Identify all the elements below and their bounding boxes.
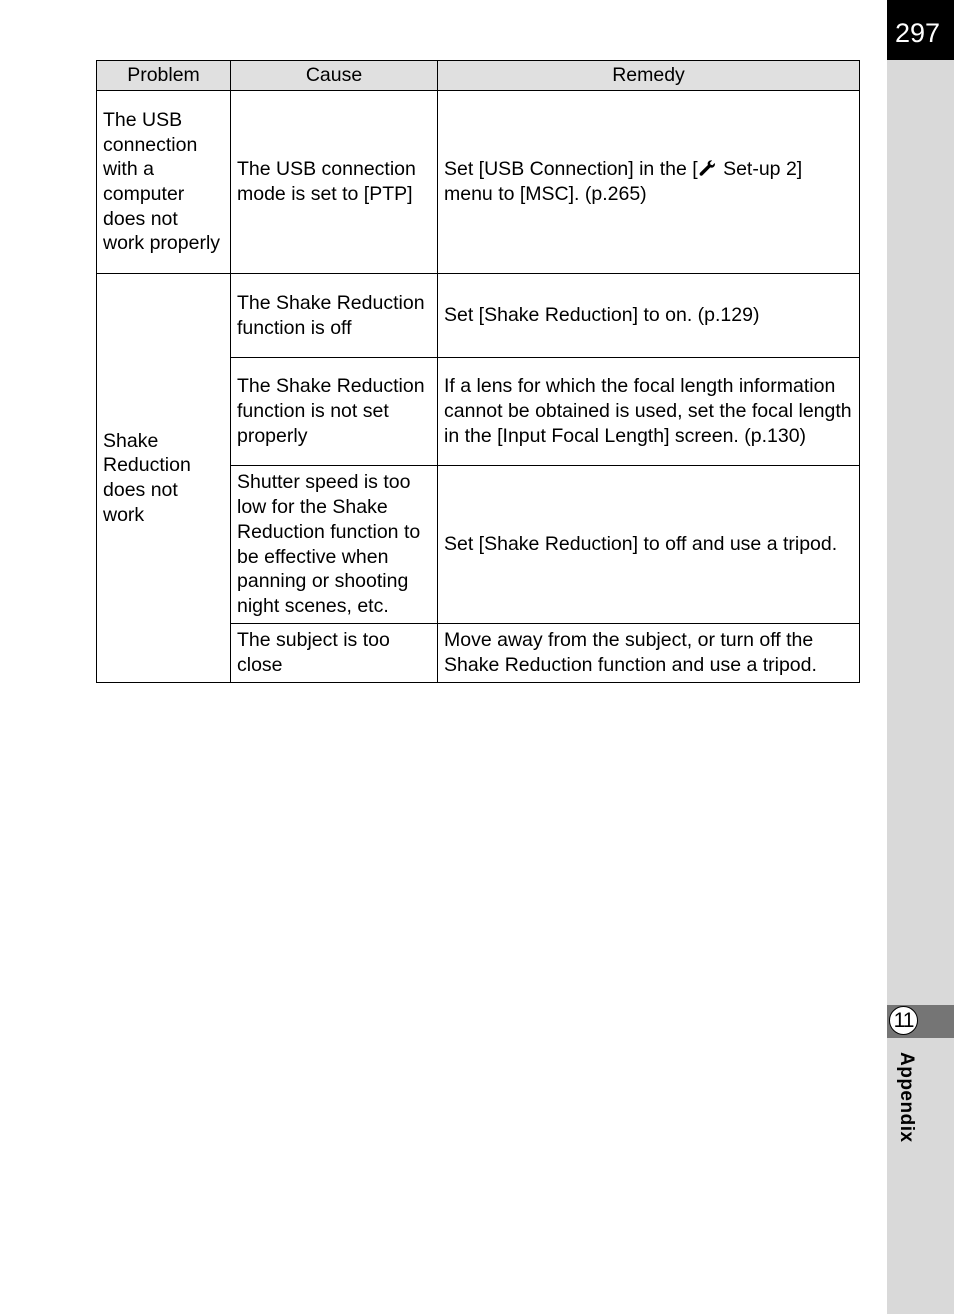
problem-cell: Shake Reduction does not work xyxy=(97,274,231,683)
problem-cell: The USB connection with a computer does not work properly xyxy=(97,91,231,274)
header-problem: Problem xyxy=(97,61,231,91)
remedy-cell xyxy=(438,91,860,274)
remedy-text-suffix: Set-up 2] menu to [MSC]. (p.265) xyxy=(444,158,803,205)
page-number: 297 xyxy=(887,0,954,60)
wrench-icon xyxy=(698,159,716,177)
troubleshooting-table xyxy=(96,60,860,683)
remedy-cell: Set [Shake Reduction] to off and use a tripod. xyxy=(438,466,860,624)
cause-cell: Shutter speed is too low for the Shake Reduction function to be effective when panning or shooting night scenes, etc. xyxy=(231,466,438,624)
chapter-number: 11 xyxy=(889,1006,918,1035)
remedy-cell: Set [Shake Reduction] to on. (p.129) xyxy=(438,274,860,358)
cause-cell: The Shake Reduction function is off xyxy=(231,274,438,358)
header-cause: Cause xyxy=(231,61,438,91)
table-row xyxy=(97,274,860,358)
table-header-row xyxy=(97,61,860,91)
cause-cell: The subject is too close xyxy=(231,624,438,683)
cause-cell: The Shake Reduction function is not set properly xyxy=(231,358,438,466)
cause-cell: The USB connection mode is set to [PTP] xyxy=(231,91,438,274)
chapter-label: Appendix xyxy=(896,1052,917,1143)
remedy-cell: Move away from the subject, or turn off the Shake Reduction function and use a tripod. xyxy=(438,624,860,683)
remedy-text-prefix: Set [USB Connection] in the [ xyxy=(444,158,698,181)
remedy-cell: If a lens for which the focal length information cannot be obtained is used, set the focal length in the [Input Focal Length] screen. (p.130) xyxy=(438,358,860,466)
table-row xyxy=(97,91,860,274)
header-remedy: Remedy xyxy=(438,61,860,91)
